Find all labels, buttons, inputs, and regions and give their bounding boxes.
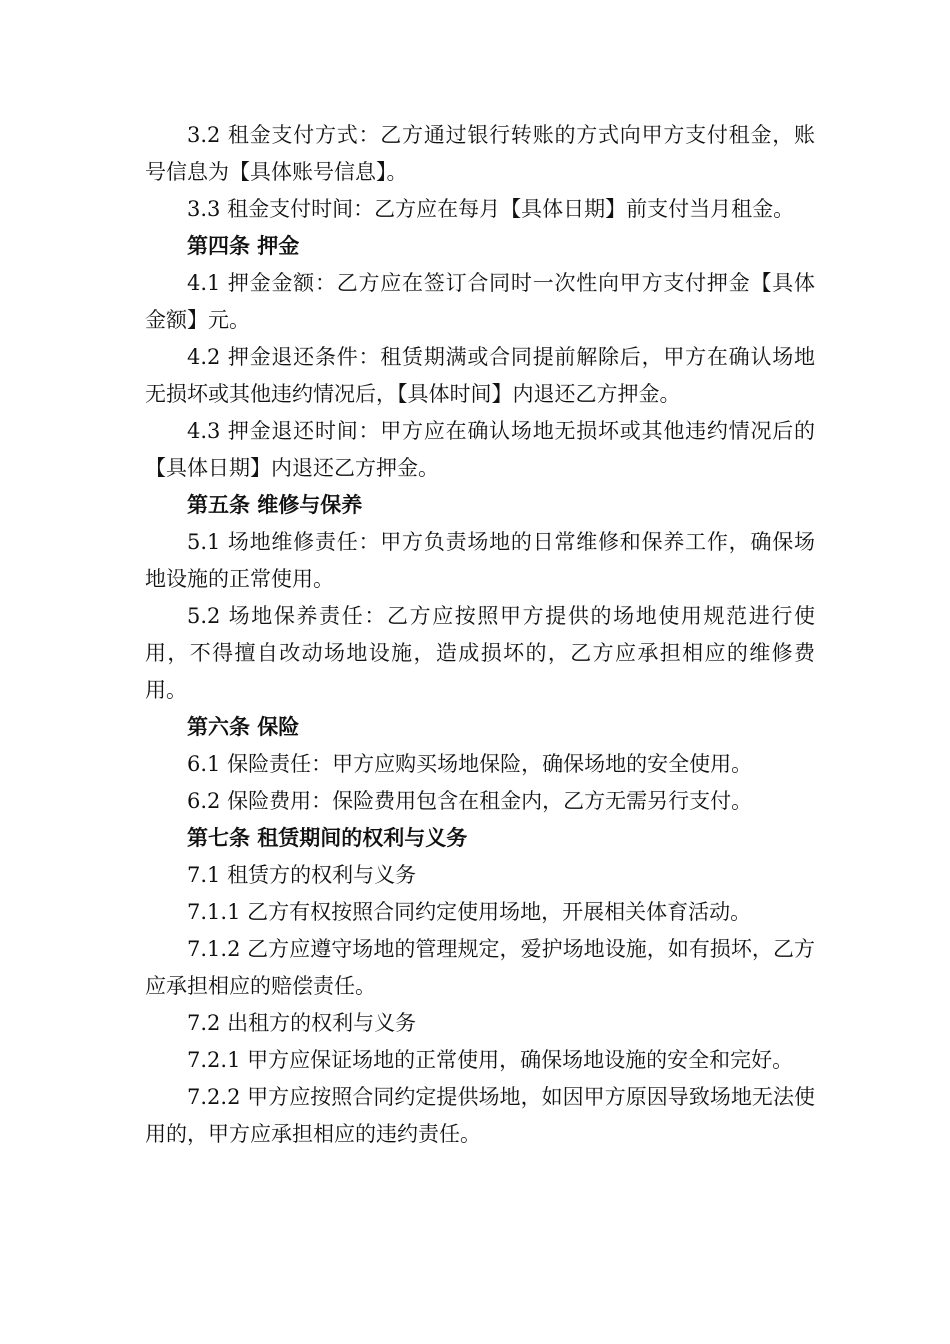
clause-5-1: 5.1 场地维修责任：甲方负责场地的日常维修和保养工作，确保场地设施的正常使用。 [145, 530, 815, 591]
article-5-heading: 第五条 维修与保养 [187, 493, 363, 517]
article-6-heading: 第六条 保险 [187, 715, 300, 739]
clause-7-2-1: 7.2.1 甲方应保证场地的正常使用，确保场地设施的安全和完好。 [187, 1048, 794, 1072]
clause-4-2: 4.2 押金退还条件：租赁期满或合同提前解除后，甲方在确认场地无损坏或其他违约情况后，【具体时间】内退还乙方押金。 [145, 345, 815, 406]
article-7-heading: 第七条 租赁期间的权利与义务 [187, 826, 468, 850]
clause-4-1: 4.1 押金金额：乙方应在签订合同时一次性向甲方支付押金【具体金额】元。 [145, 271, 815, 332]
clause-3-3: 3.3 租金支付时间：乙方应在每月【具体日期】前支付当月租金。 [187, 197, 795, 221]
clause-6-2: 6.2 保险费用：保险费用包含在租金内，乙方无需另行支付。 [187, 789, 753, 813]
clause-4-3: 4.3 押金退还时间：甲方应在确认场地无损坏或其他违约情况后的【具体日期】内退还乙方押金。 [145, 419, 815, 480]
clause-5-2: 5.2 场地保养责任：乙方应按照甲方提供的场地使用规范进行使用，不得擅自改动场地设施，造成损坏的，乙方应承担相应的维修费用。 [145, 604, 815, 702]
clause-6-1: 6.1 保险责任：甲方应购买场地保险，确保场地的安全使用。 [187, 752, 753, 776]
clause-7-2: 7.2 出租方的权利与义务 [187, 1011, 417, 1035]
document-body [145, 117, 815, 1153]
clause-7-1-1: 7.1.1 乙方有权按照合同约定使用场地，开展相关体育活动。 [187, 900, 752, 924]
clause-7-1: 7.1 租赁方的权利与义务 [187, 863, 417, 887]
article-4-heading: 第四条 押金 [187, 234, 300, 258]
clause-3-2: 3.2 租金支付方式：乙方通过银行转账的方式向甲方支付租金，账号信息为【具体账号信息】。 [145, 123, 815, 184]
clause-7-2-2: 7.2.2 甲方应按照合同约定提供场地，如因甲方原因导致场地无法使用的，甲方应承担相应的违约责任。 [145, 1085, 815, 1146]
clause-7-1-2: 7.1.2 乙方应遵守场地的管理规定，爱护场地设施，如有损坏，乙方应承担相应的赔偿责任。 [145, 937, 815, 998]
